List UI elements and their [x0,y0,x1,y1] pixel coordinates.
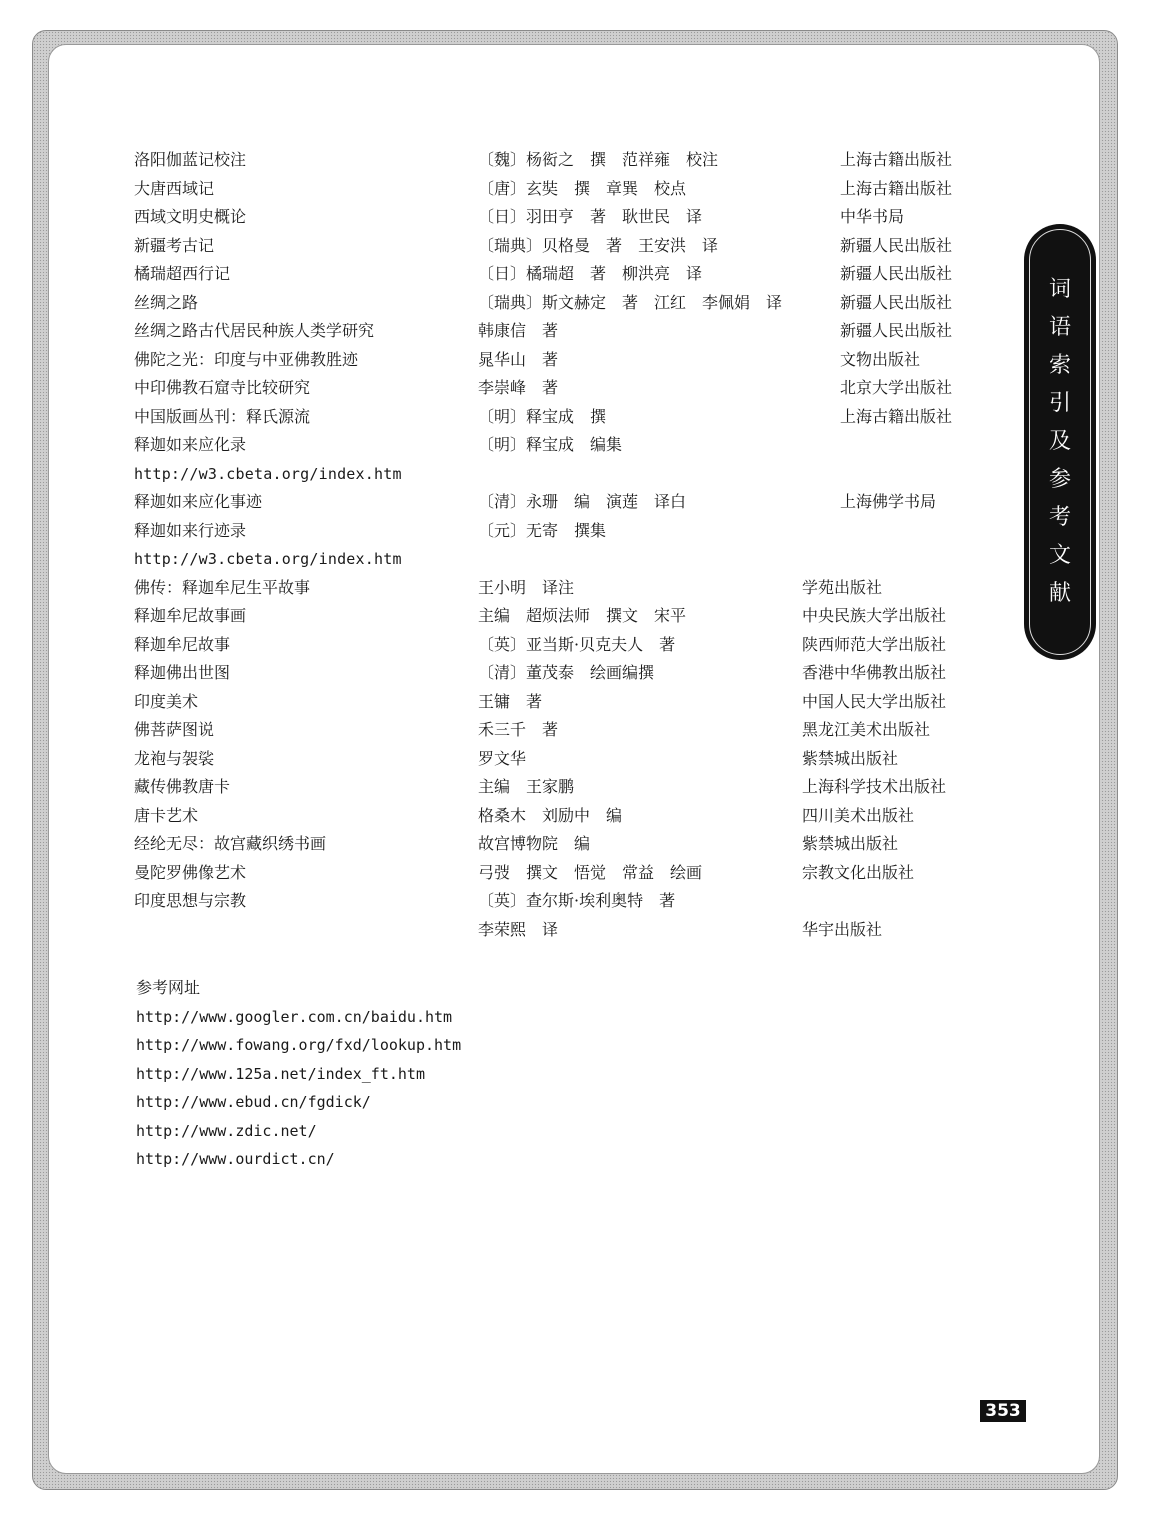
bibliography-row [0,659,1000,688]
bibliography-row [0,260,1000,289]
bibliography-row [0,374,1000,403]
entry-title: 中国版画丛刊：释氏源流 [134,406,311,426]
bibliography-row [0,545,1000,574]
entry-title: 释迦佛出世图 [134,663,231,682]
page-number: 353 [980,1400,1026,1422]
entry-authors: 〔英〕查尔斯·埃利奥特 著 [478,891,676,910]
bibliography-row [0,232,1000,261]
entry-authors: 〔日〕橘瑞超 著 柳洪亮 译 [478,264,703,283]
bibliography-row [0,859,1000,888]
entry-publisher: 上海古籍出版社 [840,406,953,426]
entry-title: 佛陀之光：印度与中亚佛教胜迹 [134,349,359,369]
entry-publisher: 华宇出版社 [802,919,883,939]
entry-authors: 李荣熙 译 [478,919,559,939]
entry-publisher: 宗教文化出版社 [802,862,915,882]
entry-authors: 主编 超烦法师 撰文 宋平 [478,606,687,625]
bibliography-list [0,146,1000,944]
section-tab-char: 语 [1048,315,1071,340]
entry-authors: 晁华山 著 [478,349,559,369]
entry-authors: 〔魏〕杨衒之 撰 范祥雍 校注 [478,150,719,169]
entry-authors: 〔元〕无寄 撰集 [478,520,607,540]
entry-title: 释迦如来应化事迹 [134,492,263,511]
bibliography-row [0,431,1000,460]
bibliography-row [0,802,1000,831]
section-tab-char: 文 [1048,543,1071,568]
entry-authors: 王镛 著 [478,691,543,711]
bibliography-row [0,745,1000,774]
section-tab-char: 献 [1048,581,1071,606]
section-tab-char: 考 [1048,505,1071,530]
entry-publisher: 黑龙江美术出版社 [802,720,931,739]
bibliography-row [0,317,1000,346]
references-heading: 参考网址 [136,978,201,997]
entry-publisher: 文物出版社 [840,349,921,369]
entry-publisher: 中国人民大学出版社 [802,691,947,711]
bibliography-row [0,289,1000,318]
reference-url[interactable]: http://www.125a.net/index_ft.htm [136,1064,425,1083]
reference-url[interactable]: http://www.ourdict.cn/ [136,1150,335,1169]
entry-authors: 〔日〕羽田亨 著 耿世民 译 [478,207,703,226]
entry-title: 印度思想与宗教 [134,891,247,910]
entry-title: 唐卡艺术 [134,805,199,825]
entry-publisher: 新疆人民出版社 [840,264,953,283]
section-tab [1024,224,1096,660]
bibliography-row [0,175,1000,204]
bibliography-row [0,602,1000,631]
bibliography-row [0,203,1000,232]
entry-authors: 〔清〕董茂泰 绘画编撰 [478,663,655,682]
entry-title: 龙袍与袈裟 [134,748,215,768]
entry-authors: 罗文华 [478,748,527,768]
entry-title: 大唐西域记 [134,178,215,198]
entry-title: 佛传：释迦牟尼生平故事 [134,577,311,597]
entry-title: 释迦如来行迹录 [134,520,247,540]
entry-url: http://w3.cbeta.org/index.htm [134,550,402,568]
entry-title: 丝绸之路 [134,292,199,312]
bibliography-row [0,346,1000,375]
entry-url: http://w3.cbeta.org/index.htm [134,464,402,483]
entry-title: 西域文明史概论 [134,207,247,226]
bibliography-row [0,887,1000,916]
entry-title: 释迦牟尼故事 [134,634,231,654]
bibliography-row [0,403,1000,432]
entry-title: 经纶无尽：故宫藏织绣书画 [134,834,327,853]
entry-publisher: 陕西师范大学出版社 [802,634,947,654]
entry-title: 释迦牟尼故事画 [134,606,247,625]
entry-authors: 〔瑞典〕斯文赫定 著 江红 李佩娟 译 [478,292,783,312]
entry-publisher: 新疆人民出版社 [840,292,953,312]
section-tab-label [1029,229,1091,655]
entry-publisher: 上海佛学书局 [840,492,937,511]
entry-publisher: 上海古籍出版社 [840,150,953,169]
entry-authors: 〔明〕释宝成 编集 [478,435,623,454]
bibliography-row [0,916,1000,945]
entry-title: 中印佛教石窟寺比较研究 [134,378,311,397]
entry-authors: 王小明 译注 [478,577,575,597]
reference-url[interactable]: http://www.googler.com.cn/baidu.htm [136,1007,453,1026]
bibliography-row [0,716,1000,745]
entry-authors: 格桑木 刘励中 编 [478,805,623,825]
entry-title: 橘瑞超西行记 [134,264,231,283]
entry-authors: 韩康信 著 [478,321,559,340]
entry-authors: 〔瑞典〕贝格曼 著 王安洪 译 [478,235,719,255]
entry-publisher: 学苑出版社 [802,577,883,597]
reference-url[interactable]: http://www.fowang.org/fxd/lookup.htm [136,1036,462,1055]
bibliography-row [0,574,1000,603]
entry-authors: 〔唐〕玄奘 撰 章巽 校点 [478,178,687,198]
entry-title: 藏传佛教唐卡 [134,777,231,796]
entry-publisher: 北京大学出版社 [840,378,953,397]
entry-title: 印度美术 [134,691,199,711]
entry-authors: 弓弢 撰文 悟觉 常益 绘画 [478,862,703,882]
entry-authors: 故宫博物院 编 [478,834,591,853]
entry-title: 释迦如来应化录 [134,435,247,454]
reference-url[interactable]: http://www.zdic.net/ [136,1121,317,1140]
section-tab-char: 词 [1048,277,1071,302]
section-tab-char: 引 [1048,391,1071,416]
entry-title: 曼陀罗佛像艺术 [134,862,247,882]
entry-authors: 禾三千 著 [478,720,559,739]
entry-authors: 〔清〕永珊 编 演莲 译白 [478,492,687,511]
entry-publisher: 香港中华佛教出版社 [802,663,947,682]
entry-authors: 李崇峰 著 [478,378,559,397]
entry-title: 丝绸之路古代居民种族人类学研究 [134,321,375,340]
entry-publisher: 中华书局 [840,207,905,226]
bibliography-row [0,460,1000,489]
entry-authors: 〔明〕释宝成 撰 [478,406,607,426]
entry-publisher: 四川美术出版社 [802,805,915,825]
entry-title: 洛阳伽蓝记校注 [134,150,247,169]
entry-publisher: 新疆人民出版社 [840,235,953,255]
bibliography-row [0,517,1000,546]
entry-authors: 〔英〕亚当斯·贝克夫人 著 [478,634,676,654]
section-tab-char: 及 [1048,429,1071,454]
entry-publisher: 上海科学技术出版社 [802,777,947,796]
bibliography-row [0,488,1000,517]
reference-urls [136,974,461,1174]
entry-publisher: 紫禁城出版社 [802,834,899,853]
bibliography-row [0,146,1000,175]
entry-publisher: 新疆人民出版社 [840,321,953,340]
section-tab-char: 索 [1048,353,1071,378]
section-tab-char: 参 [1048,467,1071,492]
reference-url[interactable]: http://www.ebud.cn/fgdick/ [136,1093,371,1112]
entry-publisher: 中央民族大学出版社 [802,606,947,625]
entry-title: 新疆考古记 [134,235,215,255]
bibliography-row [0,631,1000,660]
entry-publisher: 紫禁城出版社 [802,748,899,768]
bibliography-row [0,773,1000,802]
bibliography-row [0,688,1000,717]
entry-title: 佛菩萨图说 [134,720,215,739]
entry-authors: 主编 王家鹏 [478,777,575,796]
entry-publisher: 上海古籍出版社 [840,178,953,198]
bibliography-row [0,830,1000,859]
